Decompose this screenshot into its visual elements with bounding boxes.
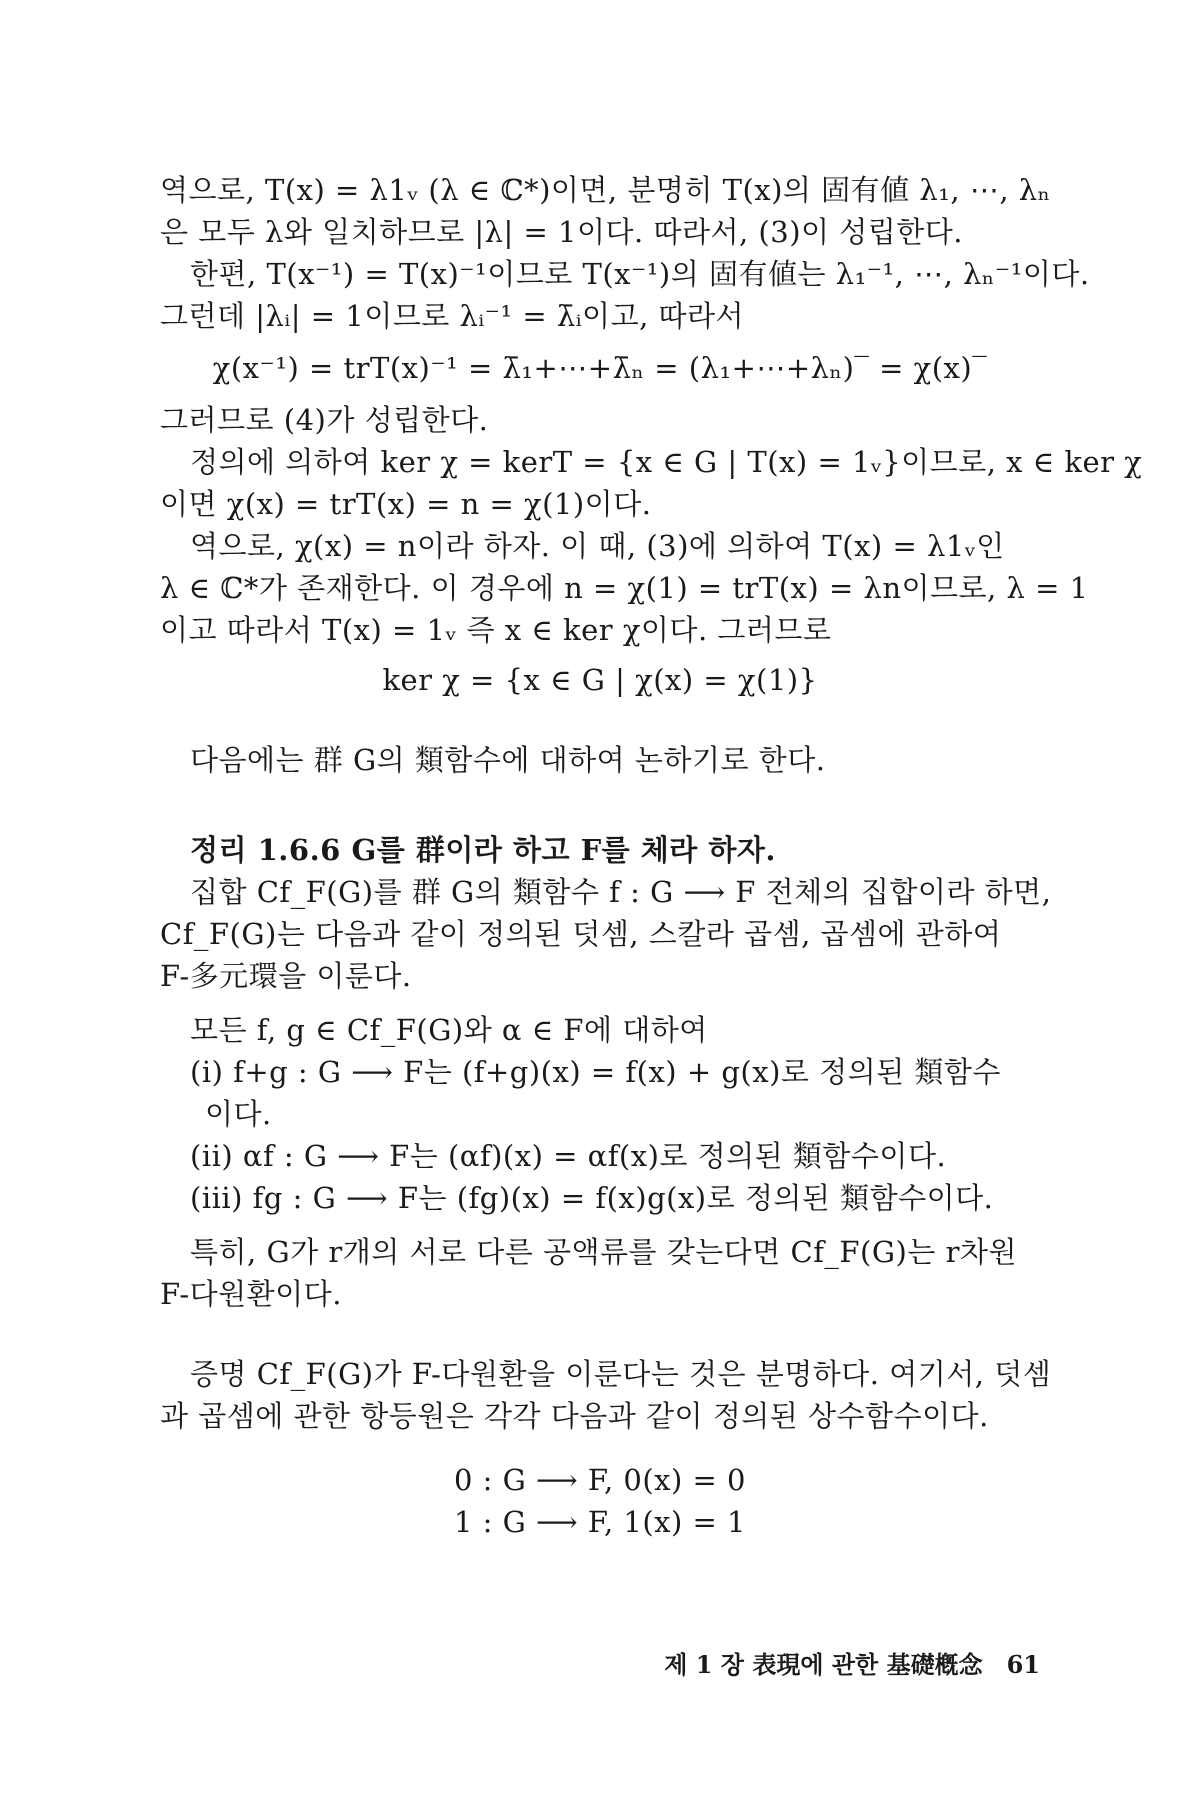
text-line: F-다원환이다.	[160, 1277, 342, 1311]
text-line: 이고 따라서 T(x) = 1ᵥ 즉 x ∈ ker χ이다. 그러므로	[160, 613, 832, 647]
theorem-heading: 정리 1.6.6 G를 群이라 하고 F를 체라 하자.	[190, 833, 777, 867]
text-line: 그러므로 (4)가 성립한다.	[160, 403, 489, 437]
text-line: 은 모두 λ와 일치하므로 |λ| = 1이다. 따라서, (3)이 성립한다.	[160, 215, 964, 249]
text-line: 그런데 |λᵢ| = 1이므로 λᵢ⁻¹ = λ̄ᵢ이고, 따라서	[160, 299, 745, 333]
text-line: Cf_F(G)는 다음과 같이 정의된 덧셈, 스칼라 곱셈, 곱셈에 관하여	[160, 917, 1002, 951]
display-equation: 0 : G ⟶ F, 0(x) = 0	[454, 1463, 746, 1497]
page-footer	[0, 1645, 1040, 1680]
text-line: 이면 χ(x) = trT(x) = n = χ(1)이다.	[160, 487, 652, 521]
text-line: 과 곱셈에 관한 항등원은 각각 다음과 같이 정의된 상수함수이다.	[160, 1399, 989, 1433]
text-line: 집합 Cf_F(G)를 群 G의 類함수 f : G ⟶ F 전체의 집합이라 하면,	[190, 875, 1052, 909]
display-equation: 1 : G ⟶ F, 1(x) = 1	[454, 1505, 746, 1539]
text-line: 한편, T(x⁻¹) = T(x)⁻¹이므로 T(x⁻¹)의 固有値는 λ₁⁻¹, ⋯, λₙ⁻¹이다.	[190, 257, 1090, 291]
text-line: 정의에 의하여 ker χ = kerT = {x ∈ G | T(x) = 1ᵥ}이므로, x ∈ ker χ	[190, 445, 1143, 479]
chapter-title: 제 1 장 表現에 관한 基礎槪念	[664, 1650, 983, 1679]
list-item-continuation: 이다.	[205, 1097, 272, 1131]
text-line: F-多元環을 이룬다.	[160, 959, 412, 993]
text-line: 역으로, T(x) = λ1ᵥ (λ ∈ ℂ*)이면, 분명히 T(x)의 固有値 λ₁, ⋯, λₙ	[160, 173, 1051, 207]
proof-line: 증명 Cf_F(G)가 F-다원환을 이룬다는 것은 분명하다. 여기서, 덧셈	[190, 1357, 1052, 1391]
list-item: (ii) αf : G ⟶ F는 (αf)(x) = αf(x)로 정의된 類함수이다.	[190, 1139, 947, 1173]
display-equation: χ(x⁻¹) = trT(x)⁻¹ = λ̄₁+⋯+λ̄ₙ = (λ₁+⋯+λₙ)‾ = χ(x)‾	[212, 351, 988, 385]
page-number: 61	[1006, 1650, 1040, 1679]
text-line: 모든 f, g ∈ Cf_F(G)와 α ∈ F에 대하여	[190, 1013, 708, 1047]
text-line: 특히, G가 r개의 서로 다른 공액류를 갖는다면 Cf_F(G)는 r차원	[190, 1235, 1017, 1269]
text-line: 다음에는 群 G의 類함수에 대하여 논하기로 한다.	[190, 743, 826, 777]
list-item: (i) f+g : G ⟶ F는 (f+g)(x) = f(x) + g(x)로 정의된 類함수	[190, 1055, 1001, 1089]
text-line: 역으로, χ(x) = n이라 하자. 이 때, (3)에 의하여 T(x) = λ1ᵥ인	[190, 529, 1005, 563]
text-line: λ ∈ ℂ*가 존재한다. 이 경우에 n = χ(1) = trT(x) = λn이므로, λ = 1	[160, 571, 1089, 605]
display-equation: ker χ = {x ∈ G | χ(x) = χ(1)}	[382, 663, 818, 697]
list-item: (iii) fg : G ⟶ F는 (fg)(x) = f(x)g(x)로 정의된 類함수이다.	[190, 1181, 994, 1215]
